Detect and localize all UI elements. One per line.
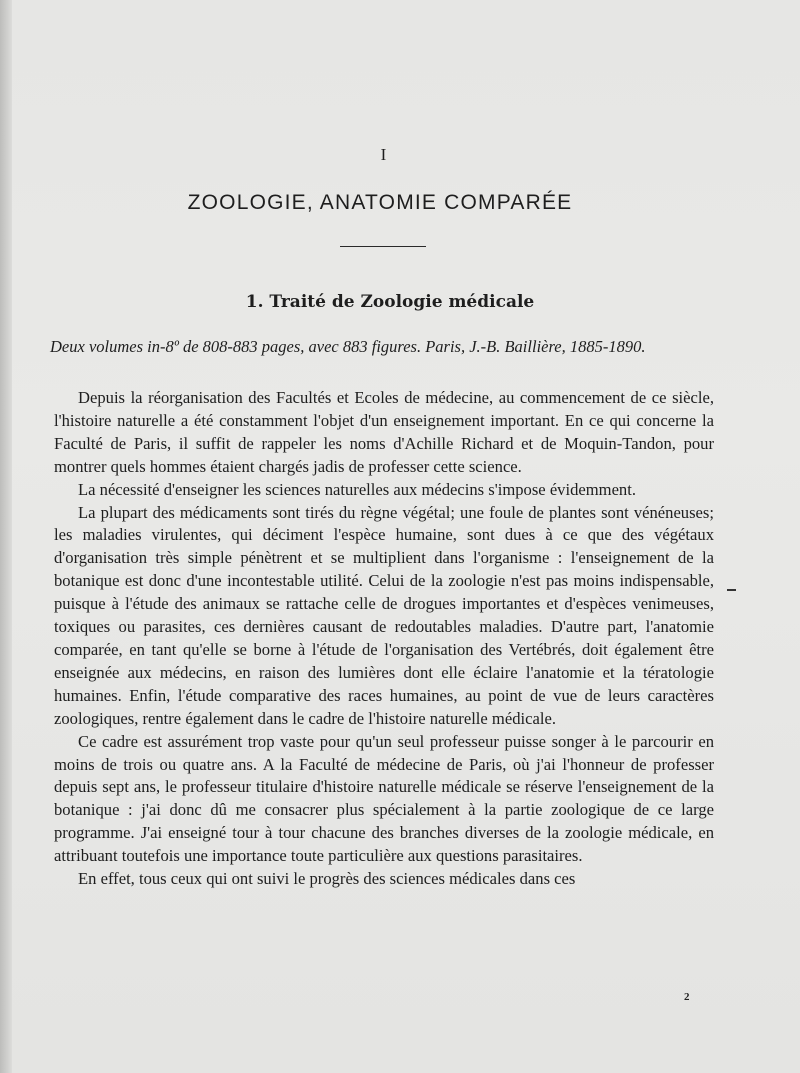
paragraph: La nécessité d'enseigner les sciences naturelles aux médecins s'impose évidemment. (78, 479, 636, 499)
margin-mark (727, 589, 736, 591)
body-text (54, 387, 714, 891)
title-rule-divider (340, 246, 426, 247)
work-title: 1. Traité de Zoologie médicale (245, 292, 535, 312)
paragraph: Ce cadre est assurément trop vaste pour qu'un seul professeur puisse songer à le parcourir en moins de trois ou quatre ans. A la Faculté de médecine de Paris, où j'ai l'honneur de professer depuis sept ans, le professeur titulaire d'histoire naturelle médicale se réserve l'enseignement de la botanique : j'ai donc dû me consacrer plus spécialement à la partie zoologique de ce large programme. J'ai enseigné tour à tour chacune des branches diverses de la zoologie médicale, en attribuant toutefois une importance toute particulière aux questions parasitaires. (54, 731, 714, 866)
bibliographic-citation: Deux volumes in-8º de 808-883 pages, avec 883 figures. Paris, J.-B. Baillière, 1885-1890. (50, 337, 646, 356)
paragraph: La plupart des médicaments sont tirés du règne végétal; une foule de plantes sont vénéneuses; les maladies virulentes, qui déciment l'espèce humaine, sont dues à ce que des végétaux d'organisation très simple pénètrent et se multiplient dans l'organisme : l'enseignement de la botanique est donc d'une incontestable utilité. Celui de la zoologie n'est pas moins indispensable, puisque à l'étude des animaux se rattache celle de drogues importantes et d'espèces venimeuses, toxiques ou parasites, ces dernières causant de redoutables maladies. D'autre part, l'anatomie comparée, en tant qu'elle se borne à l'étude de l'organisation des Vertébrés, doit également être enseignée aux médecins, en raison des lumières dont elle éclaire l'anatomie et la tératologie humaines. Enfin, l'étude comparative des races humaines, au point de vue de leurs caractères zoologiques, rentre également dans le cadre de l'histoire naturelle médicale. (54, 502, 714, 728)
paragraph: En effet, tous ceux qui ont suivi le progrès des sciences médicales dans ces (78, 869, 576, 889)
section-number: I (380, 145, 388, 164)
page-number: 2 (684, 991, 690, 1003)
chapter-title: ZOOLOGIE, ANATOMIE COMPARÉE (187, 191, 573, 214)
paragraph: Depuis la réorganisation des Facultés et Ecoles de médecine, au commencement de ce siècle, l'histoire naturelle a été constamment l'objet d'un enseignement important. En ce qui concerne la Faculté de Paris, il suffit de rappeler les noms d'Achille Richard et de Moquin-Tandon, pour montrer quels hommes étaient chargés jadis de professer cette science. (54, 388, 714, 476)
